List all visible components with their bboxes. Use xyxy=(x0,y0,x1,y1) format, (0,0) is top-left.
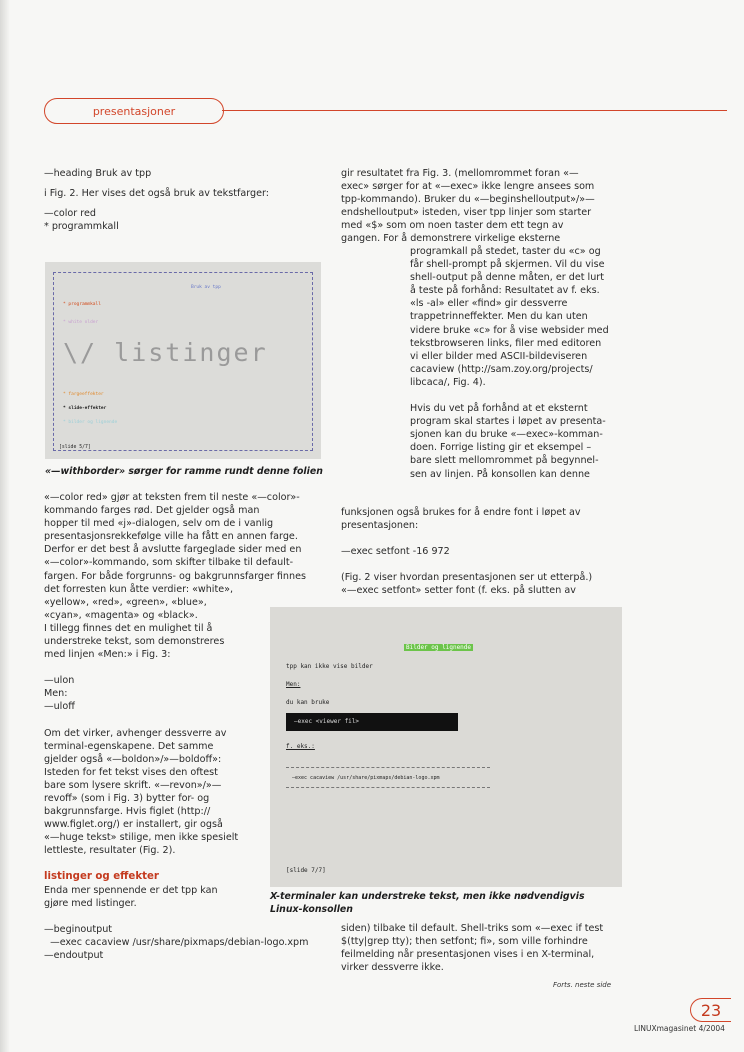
text-line: Isteden for fet tekst vises den oftest xyxy=(44,766,218,778)
dashed-divider xyxy=(286,767,490,768)
bar-text: —exec <viewer fil> xyxy=(294,718,360,725)
right-column-top xyxy=(341,167,631,246)
slide-counter: [slide 7/7] xyxy=(286,867,326,874)
text-line: libcaca/, Fig. 4). xyxy=(410,376,486,388)
text-line: presentasjonen: xyxy=(341,520,419,532)
text-line: cacaview (http://sam.zoy.org/projects/ xyxy=(410,363,593,375)
text-line: tekstbrowseren links, filer med editoren xyxy=(410,337,602,349)
text-line: «—exec setfont» setter font (f. eks. på slutten av xyxy=(341,585,576,597)
code-line: —ulon xyxy=(44,675,75,687)
text-line: shell-output på denne måten, er det lurt xyxy=(410,272,604,284)
right-column-middle xyxy=(341,506,631,597)
text-line: feilmelding når presentasjonen vises i en X-terminal, xyxy=(341,949,595,961)
text-line: kommando farges rød. Det gjelder også man xyxy=(44,505,260,517)
code-line: —heading Bruk av tpp xyxy=(44,168,152,179)
text-line: program skal startes i løpet av presenta- xyxy=(410,416,606,428)
text-line: tpp-kommando). Bruker du «—beginshelloutput»/»— xyxy=(341,194,595,206)
text-line: doen. Forrige listing gir et eksempel – xyxy=(410,442,592,454)
text-line: «—color red» gjør at teksten frem til neste «—color»- xyxy=(44,492,300,503)
slide-line: tpp kan ikke vise bilder xyxy=(286,663,373,670)
text-line: fargen. For både forgrunns- og bakgrunnsfarger finnes xyxy=(44,570,306,582)
slide-line: f. eks.: xyxy=(286,743,315,750)
text-line: «—huge tekst» stilige, men ikke spesielt xyxy=(44,832,239,844)
text-line: Hvis du vet på forhånd at et eksternt xyxy=(410,403,588,415)
section-rule xyxy=(222,110,727,111)
figure-3-caption xyxy=(270,891,622,916)
text-line: får shell-prompt på skjermen. Vil du vise xyxy=(410,259,605,271)
text-line: www.figlet.org/) er installert, gir også xyxy=(44,819,223,831)
text-line: programkall på stedet, taster du «c» og xyxy=(410,246,601,257)
code-line: —endoutput xyxy=(44,949,104,961)
text-line: exec» sørger for at «—exec» ikke lengre ansees som xyxy=(341,181,595,193)
text-line: funksjonen også brukes for å endre font i løpet av xyxy=(341,507,581,518)
slide-line: * slide-effekter xyxy=(63,406,107,411)
page-number: 23 xyxy=(690,998,731,1022)
text-line: siden) tilbake til default. Shell-triks som «—exec if test xyxy=(341,923,604,934)
text-line: Enda mer spennende er det tpp kan xyxy=(44,884,218,896)
text-line: «cyan», «magenta» og «black». xyxy=(44,609,198,621)
text-line: vi eller bilder med ASCII-bildeviseren xyxy=(410,350,588,362)
text-line: med linjen «Men:» i Fig. 3: xyxy=(44,649,171,661)
right-column-bottom xyxy=(341,922,631,974)
left-column-intro xyxy=(44,167,324,233)
caption-line: X-terminaler kan understreke tekst, men ikke nødvendigvis xyxy=(270,891,585,902)
text-line: I tillegg finnes det en mulighet til å xyxy=(44,622,213,634)
text-line: gjelder også «—boldon»/»—boldoff»: xyxy=(44,753,222,765)
slide-line: * white older xyxy=(63,320,99,325)
text-line: med «$» som om noen taster dem ett tegn av xyxy=(341,220,564,232)
code-line: —beginoutput xyxy=(44,923,113,935)
text-line: «ls -al» eller «find» gir dessverre xyxy=(410,298,568,310)
text-line: sen av linjen. På konsollen kan denne xyxy=(410,468,590,480)
code-line: —color red xyxy=(44,208,96,220)
text-line: Derfor er det best å avslutte fargeglade sider med en xyxy=(44,544,302,556)
code-line: —uloff xyxy=(44,701,75,713)
text-line: gangen. For å demonstrere virkelige eksterne xyxy=(341,233,561,245)
slide-header: Bilder og lignende xyxy=(406,644,472,651)
section-tab: presentasjoner xyxy=(44,98,224,124)
text-line: gir resultatet fra Fig. 3. (mellomrommet foran «— xyxy=(341,168,579,179)
text-line: endshelloutput» isteden, viser tpp linjer som starter xyxy=(341,207,592,219)
slide-title: Bruk av tpp xyxy=(191,285,221,290)
figure-3-screenshot xyxy=(270,607,622,887)
binding-shadow xyxy=(0,0,10,1052)
text-line: understreke tekst, som demonstreres xyxy=(44,636,225,648)
footer-issue: LINUXmagasinet 4/2004 xyxy=(634,1024,725,1033)
text-line: trappetrinneffekter. Men du kan uten xyxy=(410,311,588,323)
slide-line: * bilder og lignende xyxy=(63,420,118,425)
text-line: $(tty|grep tty); then setfont; fi», som ville forhindre xyxy=(341,936,588,948)
section-heading: listinger og effekter xyxy=(44,871,159,883)
code-line: * programmkall xyxy=(44,221,119,233)
text-line: «yellow», «red», «green», «blue», xyxy=(44,596,207,608)
text-line: «—color»-kommando, som skifter tilbake til default- xyxy=(44,557,294,569)
dashed-divider xyxy=(286,787,490,788)
slide-line: du kan bruke xyxy=(286,699,330,706)
text-line: bare som lysere skrift. «—revon»/»— xyxy=(44,779,222,791)
text-line: revoff» (som i Fig. 3) bytter for- og xyxy=(44,792,210,804)
text-line: lettleste, resultater (Fig. 2). xyxy=(44,845,176,857)
figure-2-screenshot xyxy=(45,262,321,459)
text-line: gjøre med listinger. xyxy=(44,897,137,909)
code-line: —exec setfont -16 972 xyxy=(341,546,450,558)
slide-line: Men: xyxy=(286,681,301,688)
figlet-text: \/ listinger xyxy=(63,338,268,367)
figure-2-caption: «—withborder» sørger for ramme rundt denne folien xyxy=(45,466,323,477)
text-line: virker dessverre ikke. xyxy=(341,962,444,974)
text-line: presentasjonsrekkefølge ville ha fått en annen farge. xyxy=(44,531,298,543)
slide-line: * fargeeffekter xyxy=(63,392,104,397)
text-line: Om det virker, avhenger dessverre av xyxy=(44,727,227,739)
caption-line: Linux-konsollen xyxy=(270,903,353,915)
code-line: —exec cacaview /usr/share/pixmaps/debian-logo.xpm xyxy=(44,936,309,948)
text-line: (Fig. 2 viser hvordan presentasjonen ser ut etterpå.) xyxy=(341,572,593,584)
text-line: sjonen kan du bruke «—exec»-komman- xyxy=(410,429,603,441)
code-line: Men: xyxy=(44,688,68,700)
slide-line: * programmkall xyxy=(63,302,101,307)
text-line: videre bruke «c» for å vise websider med xyxy=(410,324,609,336)
text-line: det forresten kun åtte verdier: «white», xyxy=(44,583,234,595)
text-line: bare slett mellomrommet på begynnel- xyxy=(410,455,599,467)
slide-counter: [slide 5/7] xyxy=(59,445,91,450)
text-line: bakgrunnsfarge. Hvis figlet (http:// xyxy=(44,806,211,818)
text-line: terminal-egenskapene. Det samme xyxy=(44,740,214,752)
continued-note: Forts. neste side xyxy=(553,981,612,989)
paragraph: i Fig. 2. Her vises det også bruk av tekstfarger: xyxy=(44,188,270,200)
slide-line: —exec cacaview /usr/share/pixmaps/debian-logo.xpm xyxy=(292,775,440,781)
right-column-indented xyxy=(410,245,630,481)
text-line: hopper til med «j»-dialogen, selv om de i vanlig xyxy=(44,518,274,530)
exec-output-bar xyxy=(286,713,458,731)
text-line: å teste på forhånd: Resultatet av f. eks. xyxy=(410,285,600,297)
